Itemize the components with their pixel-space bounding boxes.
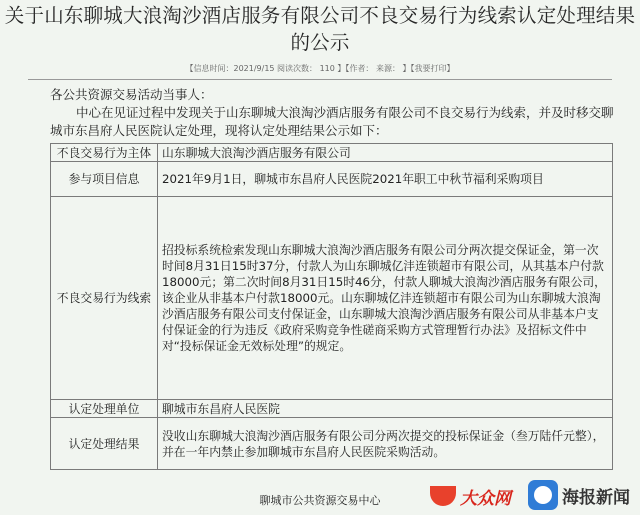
- row-label: 认定处理结果: [51, 418, 158, 470]
- table-row: [51, 418, 613, 470]
- dazhong-logo: [430, 482, 511, 510]
- row-value: 山东聊城大浪淘沙酒店服务有限公司: [158, 144, 613, 162]
- haibao-app-icon: [528, 480, 558, 510]
- footer-signature: 聊城市公共资源交易中心: [259, 494, 381, 507]
- table-row: [51, 400, 613, 418]
- row-label: 不良交易行为线索: [51, 197, 158, 400]
- face-icon: [534, 486, 552, 504]
- intro-paragraph: 中心在见证过程中发现关于山东聊城大浪淘沙酒店服务有限公司不良交易行为线索，并及时移交聊城市东昌府人民医院认定处理，现将认定处理结果公示如下：: [50, 105, 614, 138]
- row-value: 2021年9月1日，聊城市东昌府人民医院2021年职工中秋节福利采购项目: [158, 162, 613, 197]
- row-label: 参与项目信息: [51, 162, 158, 197]
- row-label: 不良交易行为主体: [51, 144, 158, 162]
- haibao-logo-text: 海报新闻: [562, 488, 630, 508]
- article-meta: 【信息时间：2021/9/15 阅读次数： 110 】【作者： 来源： 】【我要打印】: [185, 64, 455, 73]
- table-row: [51, 197, 613, 400]
- bowl-icon: [430, 486, 456, 506]
- page-title: 关于山东聊城大浪淘沙酒店服务有限公司不良交易行为线索认定处理结果的公示: [4, 4, 636, 54]
- dazhong-logo-text: 大众网: [460, 488, 511, 509]
- row-value: 没收山东聊城大浪淘沙酒店服务有限公司分两次提交的投标保证金（叁万陆仟元整），并在一年内禁止参加聊城市东昌府人民医院采购活动。: [158, 418, 613, 470]
- row-value: 招投标系统检索发现山东聊城大浪淘沙酒店服务有限公司分两次提交保证金，第一次时间8月31日15时37分，付款人为山东聊城亿沣连锁超市有限公司，从其基本户付款18000元；第二次时间8月31日15时46分，付款人聊城大浪淘沙酒店服务有限公司，该企业从非基本户付款18000元。山东聊城亿沣连锁超市有限公司为山东聊城大浪淘沙酒店服务有限公司支付保证金，山东聊城大浪淘沙酒店服务有限公司从非基本户支付保证金的行为违反《政府采购竞争性磋商采购方式管理暂行办法》及招标文件中对“投标保证金无效标处理”的规定。: [158, 197, 613, 400]
- table-row: [51, 144, 613, 162]
- row-label: 认定处理单位: [51, 400, 158, 418]
- row-value: 聊城市东昌府人民医院: [158, 400, 613, 418]
- greeting: 各公共资源交易活动当事人：: [50, 87, 213, 102]
- table-row: [51, 162, 613, 197]
- record-table: [50, 143, 613, 470]
- divider: [28, 79, 612, 80]
